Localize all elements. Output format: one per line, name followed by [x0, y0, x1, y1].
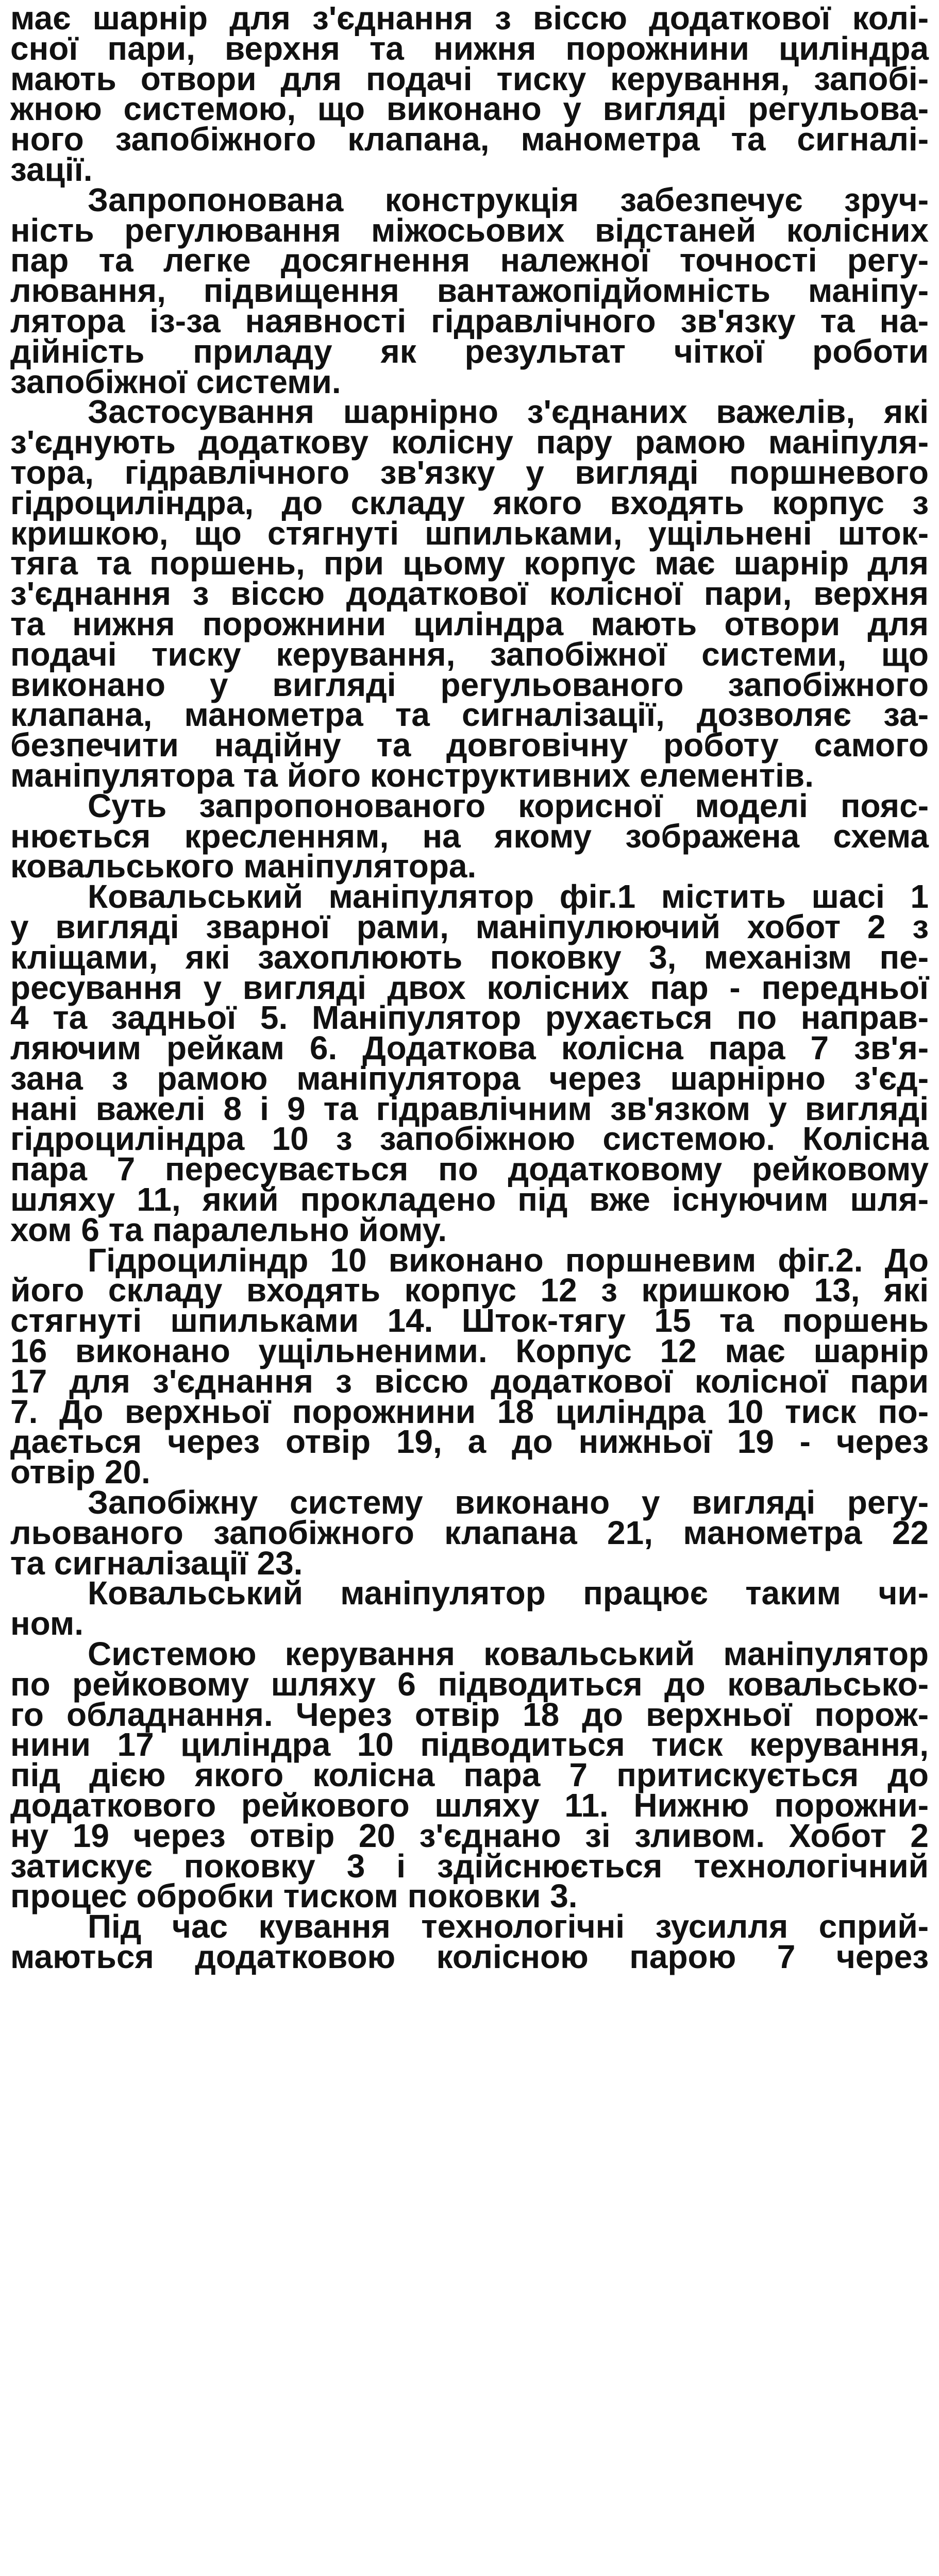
paragraph-fig2-cylinder — [0, 1241, 939, 1491]
text-line: у вигляді зварної рами, маніпулюючий хобот 2 з — [10, 908, 929, 945]
text-line: стягнуті шпильками 14. Шток-тягу 15 та поршень — [10, 1302, 929, 1340]
text-line: ляючим рейкам 6. Додаткова колісна пара 7 зв'я- — [10, 1029, 929, 1067]
paragraph-fig1-description — [0, 878, 939, 1248]
text-line: Ковальський маніпулятор фіг.1 містить шасі 1 — [88, 878, 929, 916]
text-line: лювання, підвищення вантажопідйомність маніпу- — [10, 272, 929, 310]
text-line: отвір 20. — [10, 1453, 150, 1491]
text-line: Запропонована конструкція забезпечує зруч- — [88, 181, 929, 218]
text-line: гідроциліндра, до складу якого входять корпус з — [10, 484, 929, 521]
paragraph-drawing-reference — [0, 787, 939, 885]
text-line: з'єднують додаткову колісну пару рамою маніпуля- — [10, 423, 929, 461]
text-line: дійність приладу як результат чіткої роботи — [10, 332, 929, 370]
text-line: затискує поковку 3 і здійснюється технологічний — [10, 1847, 929, 1885]
text-line: додаткового рейкового шляху 11. Нижню порожни- — [10, 1787, 929, 1824]
text-line: дається через отвір 19, а до нижньої 19 - через — [10, 1423, 929, 1461]
text-line: по рейковому шляху 6 підводиться до ковальсько- — [10, 1665, 929, 1703]
text-line: шляху 11, який прокладено під вже існуючим шля- — [10, 1181, 929, 1218]
text-line: лятора із-за наявності гідравлічного зв'язку та на- — [10, 302, 929, 340]
paragraph-safety-system — [0, 1484, 939, 1582]
text-line: ресування у вигляді двох колісних пар - передньої — [10, 969, 929, 1006]
text-line: зана з рамою маніпулятора через шарнірно з'єд- — [10, 1059, 929, 1097]
text-line: Системою керування ковальський маніпулятор — [88, 1635, 929, 1673]
text-line: кришкою, що стягнуті шпильками, ущільнені шток- — [10, 514, 929, 552]
text-line: ну 19 через отвір 20 з'єднано зі зливом. Хобот 2 — [10, 1817, 929, 1854]
text-line: з'єднання з віссю додаткової колісної пари, верхня — [10, 575, 929, 613]
text-line: го обладнання. Через отвір 18 до верхньої порож- — [10, 1696, 929, 1733]
paragraph-operation-intro — [0, 1574, 939, 1642]
text-line: 4 та задньої 5. Маніпулятор рухається по направ- — [10, 999, 929, 1037]
text-line: під дією якого колісна пара 7 притискується до — [10, 1756, 929, 1794]
text-line: безпечити надійну та довговічну роботу самого — [10, 726, 929, 764]
text-line: 17 для з'єднання з віссю додаткової колісної пари — [10, 1362, 929, 1400]
text-line: жною системою, що виконано у вигляді регульова- — [10, 90, 929, 128]
text-line: пар та легке досягнення належної точності регу- — [10, 242, 929, 279]
paragraph-forging-forces — [0, 1908, 939, 1975]
text-line: 7. До верхньої порожнини 18 циліндра 10 тиск по- — [10, 1393, 929, 1430]
text-line: нини 17 циліндра 10 підводиться тиск керування, — [10, 1726, 929, 1764]
text-line: та сигналізації 23. — [10, 1544, 303, 1582]
text-line: хом 6 та паралельно йому. — [10, 1211, 447, 1248]
text-line: процес обробки тиском поковки 3. — [10, 1877, 578, 1915]
text-line: клапана, манометра та сигналізації, дозволяє за- — [10, 696, 929, 734]
text-line: Застосування шарнірно з'єднаних важелів, які — [88, 393, 929, 431]
text-line: нюється кресленням, на якому зображена схема — [10, 817, 929, 855]
text-line: його складу входять корпус 12 з кришкою 13, які — [10, 1272, 929, 1309]
text-line: зації. — [10, 150, 93, 188]
text-line: запобіжної системи. — [10, 363, 341, 400]
text-line: сної пари, верхня та нижня порожнини циліндра — [10, 29, 929, 67]
text-line: має шарнір для з'єднання з віссю додаткової колі- — [10, 0, 929, 37]
paragraph-hinge-description-end — [0, 0, 939, 188]
text-line: гідроциліндра 10 з запобіжною системою. Колісна — [10, 1120, 929, 1158]
text-line: пара 7 пересувається по додатковому рейковому — [10, 1150, 929, 1188]
text-line: нані важелі 8 і 9 та гідравлічним зв'язком у вигляді — [10, 1090, 929, 1127]
text-line: маніпулятора та його конструктивних елементів. — [10, 756, 814, 794]
text-line: мають отвори для подачі тиску керування, запобі- — [10, 60, 929, 97]
text-line: Під час кування технологічні зусилля сприй- — [88, 1908, 929, 1945]
text-line: ковальського маніпулятора. — [10, 848, 477, 885]
text-line: Гідроциліндр 10 виконано поршневим фіг.2. До — [88, 1241, 929, 1279]
text-line: Запобіжну систему виконано у вигляді регу- — [88, 1484, 929, 1521]
text-line: Ковальський маніпулятор працює таким чи- — [88, 1574, 929, 1612]
paragraph-application-effect — [0, 393, 939, 794]
text-line: маються додатковою колісною парою 7 через — [10, 1938, 929, 1975]
text-line: ного запобіжного клапана, манометра та сигналі- — [10, 121, 929, 158]
paragraph-proposed-design-benefits — [0, 181, 939, 400]
text-line: виконано у вигляді регульованого запобіжного — [10, 666, 929, 703]
text-line: 16 виконано ущільненими. Корпус 12 має шарнір — [10, 1332, 929, 1370]
text-line: льованого запобіжного клапана 21, манометра 22 — [10, 1514, 929, 1551]
paragraph-operation-control — [0, 1635, 939, 1915]
text-line: ном. — [10, 1605, 84, 1642]
text-line: подачі тиску керування, запобіжної системи, що — [10, 635, 929, 673]
text-line: тора, гідравлічного зв'язку у вигляді поршневого — [10, 453, 929, 491]
text-line: тяга та поршень, при цьому корпус має шарнір для — [10, 545, 929, 582]
text-line: та нижня порожнини циліндра мають отвори для — [10, 605, 929, 642]
text-line: Суть запропонованого корисної моделі пояс- — [88, 787, 929, 824]
text-line: кліщами, які захоплюють поковку 3, механізм пе- — [10, 938, 929, 976]
text-line: ність регулювання міжосьових відстаней колісних — [10, 211, 929, 249]
